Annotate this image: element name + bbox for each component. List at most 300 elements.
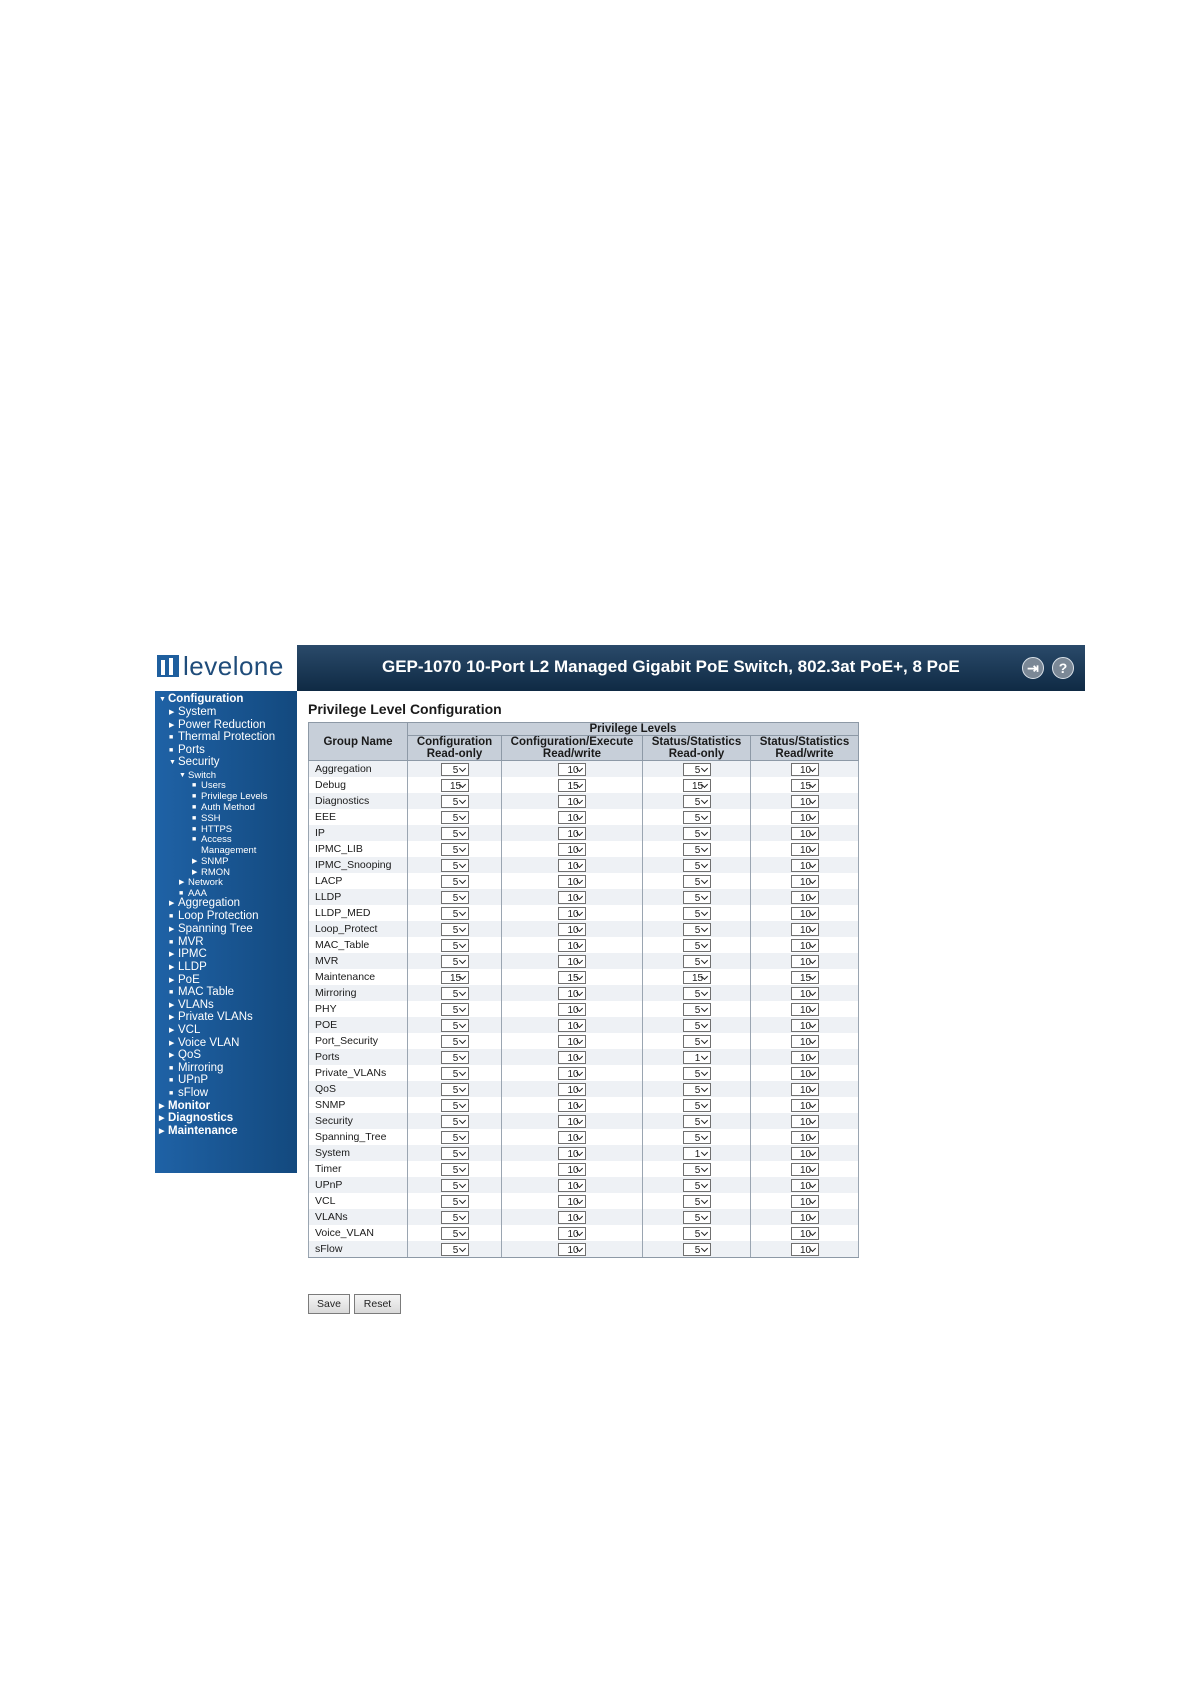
privilege-level-select[interactable]: 10 xyxy=(791,1179,819,1192)
sidebar-item-vcl[interactable] xyxy=(169,1024,200,1037)
privilege-level-select[interactable]: 10 xyxy=(791,1035,819,1048)
privilege-cell xyxy=(751,777,859,793)
privilege-cell xyxy=(502,889,643,905)
sidebar-item-label: MVR xyxy=(178,936,204,948)
privilege-level-select[interactable]: 10 xyxy=(558,763,586,776)
sidebar-item-label: Voice VLAN xyxy=(178,1037,240,1049)
group-name-cell: VLANs xyxy=(309,1209,408,1225)
sidebar-item-label: Monitor xyxy=(168,1100,211,1112)
sidebar-item-loop-protection[interactable] xyxy=(169,910,259,923)
privilege-level-select[interactable]: 10 xyxy=(791,1051,819,1064)
privilege-level-select[interactable]: 5 xyxy=(683,1099,711,1112)
privilege-cell xyxy=(643,1225,751,1241)
privilege-level-select[interactable]: 5 xyxy=(441,1051,469,1064)
privilege-cell xyxy=(751,793,859,809)
sidebar-item-label: Management xyxy=(201,845,257,856)
privilege-level-select[interactable]: 5 xyxy=(441,1099,469,1112)
header-banner xyxy=(297,645,1085,691)
privilege-level-select[interactable]: 10 xyxy=(558,907,586,920)
privilege-cell xyxy=(408,1049,502,1065)
privilege-level-select[interactable]: 10 xyxy=(791,1195,819,1208)
privilege-level-select[interactable]: 10 xyxy=(791,1243,819,1256)
privilege-cell xyxy=(408,937,502,953)
privilege-level-select[interactable]: 15 xyxy=(441,971,469,984)
privilege-level-select[interactable]: 5 xyxy=(441,955,469,968)
privilege-cell xyxy=(643,1129,751,1145)
privilege-level-select[interactable]: 10 xyxy=(558,1003,586,1016)
privilege-level-select[interactable]: 10 xyxy=(558,1211,586,1224)
privilege-level-select[interactable]: 5 xyxy=(441,1003,469,1016)
privilege-level-select[interactable]: 15 xyxy=(441,779,469,792)
privilege-level-select[interactable]: 5 xyxy=(441,859,469,872)
privilege-level-select[interactable]: 5 xyxy=(683,1195,711,1208)
table-row xyxy=(309,1065,859,1081)
privilege-cell xyxy=(502,1209,643,1225)
privilege-cell xyxy=(502,1241,643,1258)
privilege-level-select[interactable]: 10 xyxy=(558,843,586,856)
privilege-level-select[interactable]: 5 xyxy=(683,1131,711,1144)
privilege-level-select[interactable]: 5 xyxy=(441,811,469,824)
privilege-cell xyxy=(502,1145,643,1161)
collapsed-arrow-icon: ▶ xyxy=(169,709,175,716)
privilege-level-select[interactable]: 10 xyxy=(558,1051,586,1064)
privilege-cell xyxy=(751,937,859,953)
privilege-cell xyxy=(408,953,502,969)
sidebar-item-qos[interactable] xyxy=(169,1049,201,1062)
privilege-level-select[interactable]: 10 xyxy=(791,795,819,808)
privilege-level-select[interactable]: 5 xyxy=(441,923,469,936)
bullet-icon: ■ xyxy=(179,890,184,897)
privilege-cell xyxy=(408,1001,502,1017)
sidebar-item-label: QoS xyxy=(178,1049,202,1061)
privilege-level-select[interactable]: 5 xyxy=(683,763,711,776)
sidebar-item-label: Access xyxy=(201,834,232,845)
logo-text: levelone xyxy=(183,651,284,681)
privilege-level-select[interactable]: 5 xyxy=(683,1019,711,1032)
privilege-level-select[interactable]: 5 xyxy=(683,843,711,856)
privilege-level-select[interactable]: 10 xyxy=(558,859,586,872)
privilege-level-select[interactable]: 10 xyxy=(791,827,819,840)
privilege-level-select[interactable]: 5 xyxy=(683,891,711,904)
privilege-level-select[interactable]: 5 xyxy=(441,1211,469,1224)
privilege-level-select[interactable]: 5 xyxy=(683,907,711,920)
table-row xyxy=(309,1081,859,1097)
privilege-level-select[interactable]: 5 xyxy=(441,939,469,952)
privilege-level-select[interactable]: 10 xyxy=(791,1019,819,1032)
privilege-level-select[interactable]: 10 xyxy=(558,1163,586,1176)
sidebar-item-label: Thermal Protection xyxy=(178,731,276,743)
sidebar-item-aggregation[interactable] xyxy=(169,897,240,910)
privilege-level-select[interactable]: 5 xyxy=(441,763,469,776)
sidebar-nav xyxy=(155,691,297,1173)
privilege-level-select[interactable]: 5 xyxy=(683,1115,711,1128)
group-name-cell: IPMC_Snooping xyxy=(309,857,408,873)
bullet-icon: ■ xyxy=(192,782,197,789)
privilege-cell xyxy=(502,1081,643,1097)
privilege-cell xyxy=(408,857,502,873)
privilege-level-select[interactable]: 10 xyxy=(558,891,586,904)
table-row xyxy=(309,1049,859,1065)
privilege-level-select[interactable]: 10 xyxy=(791,811,819,824)
privilege-level-select[interactable]: 10 xyxy=(791,907,819,920)
sidebar-item-label: Privilege Levels xyxy=(201,791,268,802)
collapsed-arrow-icon: ▶ xyxy=(169,926,175,933)
sidebar-item-label: Power Reduction xyxy=(178,719,266,731)
privilege-level-select[interactable]: 5 xyxy=(441,1115,469,1128)
sidebar-item-label: Auth Method xyxy=(201,802,255,813)
privilege-level-select[interactable]: 5 xyxy=(441,907,469,920)
privilege-level-select[interactable]: 10 xyxy=(791,1083,819,1096)
logout-icon[interactable]: ⇥ xyxy=(1022,657,1044,679)
privilege-level-select[interactable]: 10 xyxy=(791,1115,819,1128)
privilege-cell xyxy=(502,761,643,778)
privilege-cell xyxy=(643,825,751,841)
table-row xyxy=(309,1193,859,1209)
privilege-cell xyxy=(408,1177,502,1193)
privilege-cell xyxy=(408,1209,502,1225)
privilege-level-select[interactable]: 5 xyxy=(441,1083,469,1096)
privilege-cell xyxy=(751,809,859,825)
collapsed-arrow-icon: ▶ xyxy=(179,879,185,886)
sidebar-item-mac-table[interactable] xyxy=(169,986,234,999)
privilege-cell xyxy=(751,905,859,921)
privilege-level-select[interactable]: 5 xyxy=(683,987,711,1000)
privilege-cell xyxy=(502,857,643,873)
privilege-level-select[interactable]: 5 xyxy=(441,1019,469,1032)
bullet-icon: ■ xyxy=(169,747,174,754)
privilege-level-select[interactable]: 15 xyxy=(791,971,819,984)
privilege-level-select[interactable]: 10 xyxy=(791,1227,819,1240)
privilege-level-select[interactable]: 10 xyxy=(558,1131,586,1144)
group-name-cell: Security xyxy=(309,1113,408,1129)
group-name-cell: sFlow xyxy=(309,1241,408,1258)
sidebar-item-system[interactable] xyxy=(169,706,216,719)
privilege-cell xyxy=(502,1129,643,1145)
privilege-level-select[interactable]: 10 xyxy=(558,1243,586,1256)
privilege-level-select[interactable]: 5 xyxy=(683,1243,711,1256)
sidebar-item-label: Users xyxy=(201,780,226,791)
privilege-cell xyxy=(408,1145,502,1161)
privilege-level-select[interactable]: 10 xyxy=(791,939,819,952)
privilege-level-select[interactable]: 10 xyxy=(791,843,819,856)
privilege-cell xyxy=(502,953,643,969)
sidebar-item-label: System xyxy=(178,706,217,718)
collapsed-arrow-icon: ▶ xyxy=(169,1052,175,1059)
table-row xyxy=(309,873,859,889)
sidebar-item-label: PoE xyxy=(178,974,200,986)
sidebar-item-label: Loop Protection xyxy=(178,910,259,922)
reset-button[interactable]: Reset xyxy=(354,1294,401,1314)
privilege-cell xyxy=(408,841,502,857)
privilege-level-select[interactable]: 1 xyxy=(683,1147,711,1160)
group-name-header: Group Name xyxy=(309,723,408,761)
privilege-level-select[interactable]: 10 xyxy=(558,1067,586,1080)
bullet-icon: ■ xyxy=(192,793,197,800)
sidebar-item-security[interactable] xyxy=(169,756,220,769)
privilege-level-select[interactable]: 5 xyxy=(683,875,711,888)
group-name-cell: Port_Security xyxy=(309,1033,408,1049)
privilege-cell xyxy=(643,1033,751,1049)
privilege-level-select[interactable]: 5 xyxy=(441,795,469,808)
sidebar-item-upnp[interactable] xyxy=(169,1074,208,1087)
privilege-level-select[interactable]: 10 xyxy=(558,1227,586,1240)
privilege-level-select[interactable]: 5 xyxy=(683,1211,711,1224)
table-row xyxy=(309,1225,859,1241)
privilege-level-select[interactable]: 10 xyxy=(558,827,586,840)
privilege-cell xyxy=(502,1161,643,1177)
privilege-levels-header: Privilege Levels xyxy=(408,723,859,736)
sidebar-item-sflow[interactable] xyxy=(169,1087,208,1100)
privilege-level-select[interactable]: 5 xyxy=(441,827,469,840)
privilege-level-select[interactable]: 5 xyxy=(441,1067,469,1080)
privilege-level-select[interactable]: 5 xyxy=(441,1147,469,1160)
table-row xyxy=(309,1177,859,1193)
group-name-cell: Debug xyxy=(309,777,408,793)
privilege-level-select[interactable]: 15 xyxy=(791,779,819,792)
privilege-cell xyxy=(643,953,751,969)
privilege-cell xyxy=(751,1145,859,1161)
privilege-level-select[interactable]: 15 xyxy=(683,971,711,984)
privilege-cell xyxy=(408,921,502,937)
sidebar-item-thermal-protection[interactable] xyxy=(169,731,275,744)
sidebar-item-label: AAA xyxy=(188,888,208,899)
privilege-level-select[interactable]: 10 xyxy=(558,939,586,952)
table-row xyxy=(309,793,859,809)
table-row xyxy=(309,825,859,841)
privilege-level-select[interactable]: 5 xyxy=(441,987,469,1000)
privilege-cell xyxy=(408,1017,502,1033)
bullet-icon: ■ xyxy=(169,1077,174,1084)
privilege-level-select[interactable]: 10 xyxy=(558,1179,586,1192)
sidebar-item-spanning-tree[interactable] xyxy=(169,923,253,936)
web-ui-screenshot xyxy=(155,645,1085,1360)
privilege-level-select[interactable]: 10 xyxy=(791,1099,819,1112)
privilege-level-select[interactable]: 10 xyxy=(791,1211,819,1224)
collapsed-arrow-icon: ▶ xyxy=(169,1002,175,1009)
privilege-level-select[interactable]: 5 xyxy=(683,795,711,808)
table-row xyxy=(309,841,859,857)
privilege-level-select[interactable]: 15 xyxy=(558,971,586,984)
privilege-level-select[interactable]: 5 xyxy=(683,939,711,952)
privilege-level-select[interactable]: 10 xyxy=(791,923,819,936)
privilege-level-select[interactable]: 10 xyxy=(558,923,586,936)
privilege-level-select[interactable]: 5 xyxy=(441,1035,469,1048)
privilege-level-select[interactable]: 10 xyxy=(558,1147,586,1160)
privilege-level-select[interactable]: 10 xyxy=(558,875,586,888)
privilege-level-select[interactable]: 5 xyxy=(683,1179,711,1192)
privilege-level-select[interactable]: 5 xyxy=(441,1195,469,1208)
privilege-level-select[interactable]: 10 xyxy=(791,1163,819,1176)
privilege-level-select[interactable]: 5 xyxy=(683,955,711,968)
privilege-level-select[interactable]: 10 xyxy=(791,1147,819,1160)
save-button[interactable]: Save xyxy=(308,1294,350,1314)
privilege-cell xyxy=(643,1081,751,1097)
privilege-cell xyxy=(502,905,643,921)
collapsed-arrow-icon: ▶ xyxy=(169,977,175,984)
group-name-cell: QoS xyxy=(309,1081,408,1097)
privilege-level-select[interactable]: 10 xyxy=(558,1099,586,1112)
privilege-level-select[interactable]: 15 xyxy=(683,779,711,792)
collapsed-arrow-icon: ▶ xyxy=(169,722,175,729)
privilege-level-select[interactable]: 5 xyxy=(683,1067,711,1080)
group-name-cell: Loop_Protect xyxy=(309,921,408,937)
privilege-cell xyxy=(502,1033,643,1049)
privilege-level-select[interactable]: 5 xyxy=(683,1035,711,1048)
privilege-level-select[interactable]: 10 xyxy=(791,987,819,1000)
col-header-config-ro: Configuration Read-only xyxy=(408,736,502,761)
privilege-level-select[interactable]: 5 xyxy=(683,1083,711,1096)
sidebar-item-ipmc[interactable] xyxy=(169,948,207,961)
privilege-cell xyxy=(751,1129,859,1145)
privilege-cell xyxy=(502,873,643,889)
privilege-level-select[interactable]: 10 xyxy=(791,1131,819,1144)
privilege-cell xyxy=(502,1001,643,1017)
privilege-cell xyxy=(643,921,751,937)
bullet-icon: ■ xyxy=(169,734,174,741)
table-row xyxy=(309,1241,859,1258)
privilege-cell xyxy=(502,937,643,953)
privilege-cell xyxy=(751,873,859,889)
sidebar-item-label: HTTPS xyxy=(201,824,233,835)
privilege-cell xyxy=(502,985,643,1001)
privilege-level-select[interactable]: 10 xyxy=(791,859,819,872)
privilege-level-select[interactable]: 5 xyxy=(441,1131,469,1144)
group-name-cell: UPnP xyxy=(309,1177,408,1193)
bullet-icon: ■ xyxy=(192,836,197,843)
table-row xyxy=(309,1001,859,1017)
privilege-level-select[interactable]: 1 xyxy=(683,1051,711,1064)
privilege-level-select[interactable]: 10 xyxy=(558,987,586,1000)
privilege-level-select[interactable]: 5 xyxy=(683,1163,711,1176)
sidebar-item-label: Switch xyxy=(188,770,216,781)
collapsed-arrow-icon: ▶ xyxy=(169,900,175,907)
group-name-cell: Maintenance xyxy=(309,969,408,985)
privilege-level-select[interactable]: 10 xyxy=(558,1035,586,1048)
sidebar-item-label: IPMC xyxy=(178,948,207,960)
device-title: GEP-1070 10-Port L2 Managed Gigabit PoE Switch, 802.3at PoE+, 8 PoE xyxy=(382,657,960,676)
col-header-status-rw: Status/Statistics Read/write xyxy=(751,736,859,761)
privilege-level-select[interactable]: 5 xyxy=(441,875,469,888)
table-row xyxy=(309,1129,859,1145)
table-row xyxy=(309,1145,859,1161)
expanded-arrow-icon: ▼ xyxy=(179,772,186,779)
privilege-level-select[interactable]: 15 xyxy=(558,779,586,792)
privilege-level-select[interactable]: 10 xyxy=(791,955,819,968)
group-name-cell: LLDP_MED xyxy=(309,905,408,921)
privilege-level-select[interactable]: 5 xyxy=(441,843,469,856)
privilege-cell xyxy=(751,1177,859,1193)
privilege-cell xyxy=(751,1033,859,1049)
privilege-level-select[interactable]: 5 xyxy=(441,1179,469,1192)
privilege-cell xyxy=(502,825,643,841)
sidebar-item-label: VLANs xyxy=(178,999,214,1011)
privilege-level-select[interactable]: 10 xyxy=(558,811,586,824)
table-row xyxy=(309,1033,859,1049)
group-name-cell: MAC_Table xyxy=(309,937,408,953)
privilege-level-select[interactable]: 10 xyxy=(791,875,819,888)
privilege-level-select[interactable]: 10 xyxy=(558,1115,586,1128)
privilege-level-select[interactable]: 10 xyxy=(558,1019,586,1032)
privilege-cell xyxy=(408,793,502,809)
privilege-cell xyxy=(751,985,859,1001)
privilege-cell xyxy=(408,1033,502,1049)
privilege-cell xyxy=(643,1049,751,1065)
privilege-cell xyxy=(502,1113,643,1129)
privilege-cell xyxy=(408,1225,502,1241)
privilege-level-select[interactable]: 5 xyxy=(683,827,711,840)
privilege-level-select[interactable]: 5 xyxy=(441,891,469,904)
privilege-cell xyxy=(502,1017,643,1033)
privilege-level-select[interactable]: 10 xyxy=(791,891,819,904)
privilege-level-select[interactable]: 5 xyxy=(683,1003,711,1016)
privilege-level-select[interactable]: 10 xyxy=(558,795,586,808)
expanded-arrow-icon: ▼ xyxy=(169,759,176,766)
collapsed-arrow-icon: ▶ xyxy=(169,1014,175,1021)
group-name-cell: Voice_VLAN xyxy=(309,1225,408,1241)
privilege-level-select[interactable]: 5 xyxy=(683,923,711,936)
table-row xyxy=(309,953,859,969)
sidebar-item-lldp[interactable] xyxy=(169,961,207,974)
collapsed-arrow-icon: ▶ xyxy=(169,951,175,958)
privilege-level-select[interactable]: 10 xyxy=(791,1067,819,1080)
privilege-cell xyxy=(751,1113,859,1129)
privilege-cell xyxy=(408,761,502,778)
sidebar-item-label: RMON xyxy=(201,867,231,878)
privilege-cell xyxy=(408,969,502,985)
privilege-cell xyxy=(408,873,502,889)
privilege-level-select[interactable]: 10 xyxy=(558,1195,586,1208)
sidebar-item-label: Ports xyxy=(178,744,205,756)
privilege-cell xyxy=(643,937,751,953)
group-name-cell: SNMP xyxy=(309,1097,408,1113)
col-header-status-ro: Status/Statistics Read-only xyxy=(643,736,751,761)
privilege-cell xyxy=(502,969,643,985)
privilege-level-select[interactable]: 10 xyxy=(791,763,819,776)
privilege-level-select[interactable]: 10 xyxy=(558,955,586,968)
privilege-level-select[interactable]: 10 xyxy=(791,1003,819,1016)
privilege-cell xyxy=(643,841,751,857)
privilege-cell xyxy=(643,1017,751,1033)
table-row xyxy=(309,1097,859,1113)
group-name-cell: Timer xyxy=(309,1161,408,1177)
collapsed-arrow-icon: ▶ xyxy=(169,964,175,971)
privilege-level-select[interactable]: 5 xyxy=(441,1227,469,1240)
bullet-icon: ■ xyxy=(169,939,174,946)
sidebar-item-configuration[interactable] xyxy=(159,693,243,706)
privilege-cell xyxy=(408,809,502,825)
sidebar-item-label: Maintenance xyxy=(168,1125,238,1137)
table-row xyxy=(309,761,859,778)
group-name-cell: POE xyxy=(309,1017,408,1033)
sidebar-item-maintenance[interactable] xyxy=(159,1125,238,1138)
privilege-cell xyxy=(643,777,751,793)
privilege-level-select[interactable]: 5 xyxy=(683,811,711,824)
privilege-level-select[interactable]: 5 xyxy=(441,1163,469,1176)
privilege-cell xyxy=(751,1193,859,1209)
privilege-cell xyxy=(643,761,751,778)
privilege-level-select[interactable]: 5 xyxy=(683,1227,711,1240)
privilege-level-select[interactable]: 5 xyxy=(441,1243,469,1256)
privilege-level-select[interactable]: 5 xyxy=(683,859,711,872)
help-icon[interactable]: ? xyxy=(1052,657,1074,679)
privilege-level-select[interactable]: 10 xyxy=(558,1083,586,1096)
group-name-cell: PHY xyxy=(309,1001,408,1017)
sidebar-item-private-vlans[interactable] xyxy=(169,1011,253,1024)
sidebar-item-diagnostics[interactable] xyxy=(159,1112,233,1125)
table-row xyxy=(309,1209,859,1225)
sidebar-item-label: Network xyxy=(188,877,223,888)
privilege-cell xyxy=(643,1241,751,1258)
